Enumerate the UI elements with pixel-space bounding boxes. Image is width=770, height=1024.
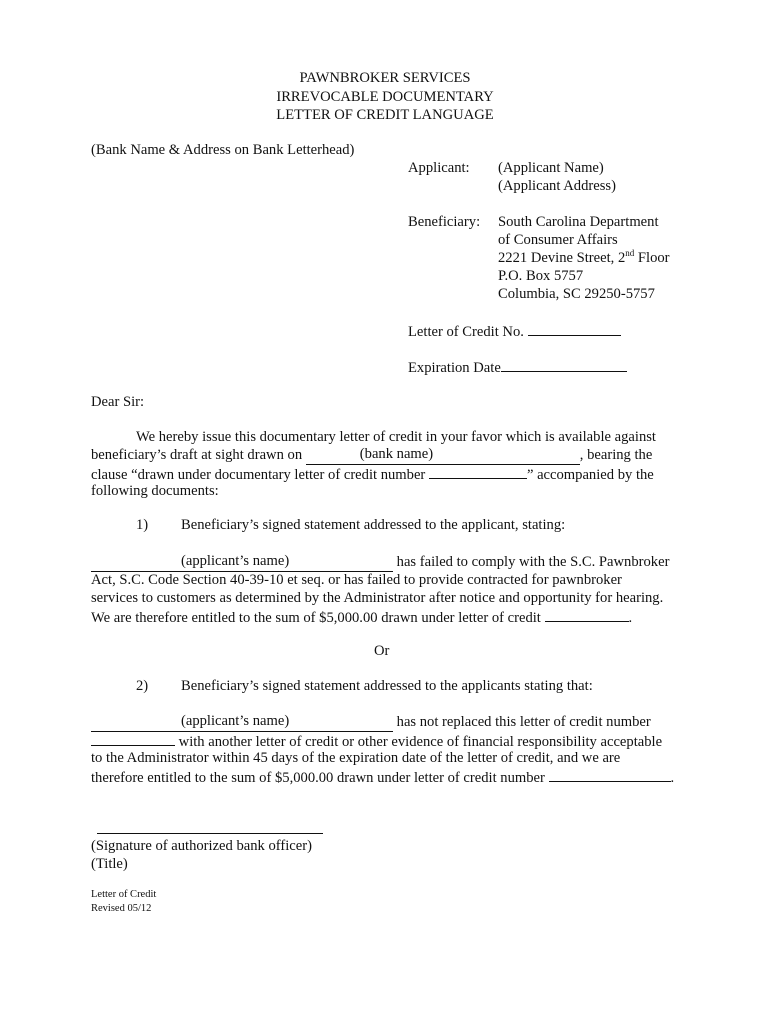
- applicant-name-blank-1: (applicant’s name): [91, 553, 393, 572]
- bank-name-blank: (bank name): [306, 446, 580, 465]
- beneficiary-line-1: South Carolina Department: [498, 214, 659, 230]
- expiration-date-field: Expiration Date: [408, 357, 627, 377]
- item-1-text: Beneficiary’s signed statement addressed to the applicant, stating:: [181, 517, 566, 533]
- item-2-number: 2): [136, 678, 149, 694]
- bank-letterhead-note: (Bank Name & Address on Bank Letterhead): [91, 142, 355, 158]
- or-separator: Or: [374, 643, 390, 659]
- statement-2-line-1: (applicant’s name) has not replaced this letter of credit number: [91, 713, 651, 732]
- salutation: Dear Sir:: [91, 394, 145, 410]
- beneficiary-line-2: of Consumer Affairs: [498, 232, 618, 248]
- item-2-text: Beneficiary’s signed statement addressed to the applicants stating that:: [181, 678, 593, 694]
- paragraph-1-line-3: clause “drawn under documentary letter of credit number ” accompanied by the: [91, 464, 654, 484]
- paragraph-1-line-2: beneficiary’s draft at sight drawn on (bank name) , bearing the: [91, 446, 653, 463]
- signature-line: [97, 833, 323, 834]
- item-1-number: 1): [136, 517, 149, 533]
- signature-title: (Title): [91, 856, 128, 872]
- statement-2-credit-number-blank: [91, 731, 175, 746]
- statement-1-line-4: We are therefore entitled to the sum of $5,000.00 drawn under letter of credit .: [91, 607, 632, 627]
- beneficiary-label: Beneficiary:: [408, 214, 481, 230]
- applicant-name-blank-2: (applicant’s name): [91, 713, 393, 732]
- statement-2-line-4: therefore entitled to the sum of $5,000.00 drawn under letter of credit number .: [91, 767, 674, 787]
- letter-of-credit-number-blank: [528, 321, 621, 336]
- beneficiary-line-5: Columbia, SC 29250-5757: [498, 286, 655, 302]
- beneficiary-line-3: 2221 Devine Street, 2nd Floor: [498, 248, 670, 266]
- expiration-date-blank: [501, 357, 627, 372]
- paragraph-1-line-1: We hereby issue this documentary letter of credit in your favor which is available against: [136, 429, 656, 445]
- documentary-credit-number-blank: [429, 464, 527, 479]
- document-title-line-2: IRREVOCABLE DOCUMENTARY: [276, 89, 494, 105]
- statement-1-line-3: services to customers as determined by the Administrator after notice and opportunity for hearing.: [91, 590, 664, 606]
- applicant-name: (Applicant Name): [498, 160, 604, 176]
- statement-2-line-3: to the Administrator within 45 days of the expiration date of the letter of credit, and we are: [91, 750, 621, 766]
- signature-label: (Signature of authorized bank officer): [91, 838, 312, 854]
- letter-of-credit-number-field: Letter of Credit No.: [408, 321, 621, 341]
- footer-revision: Revised 05/12: [91, 903, 152, 914]
- applicant-label: Applicant:: [408, 160, 470, 176]
- paragraph-1-line-4: following documents:: [91, 483, 219, 499]
- statement-1-credit-blank: [545, 607, 629, 622]
- document-title-line-1: PAWNBROKER SERVICES: [299, 70, 471, 86]
- statement-2-final-credit-blank: [549, 767, 671, 782]
- applicant-address: (Applicant Address): [498, 178, 616, 194]
- footer-line-1: Letter of Credit: [91, 889, 157, 900]
- beneficiary-line-4: P.O. Box 5757: [498, 268, 584, 284]
- statement-2-line-2: with another letter of credit or other evidence of financial responsibility acceptable: [91, 731, 662, 751]
- document-title-line-3: LETTER OF CREDIT LANGUAGE: [276, 107, 494, 123]
- statement-1-line-2: Act, S.C. Code Section 40-39-10 et seq. or has failed to provide contracted for pawnbroker: [91, 572, 622, 588]
- statement-1-line-1: (applicant’s name) has failed to comply with the S.C. Pawnbroker: [91, 553, 669, 572]
